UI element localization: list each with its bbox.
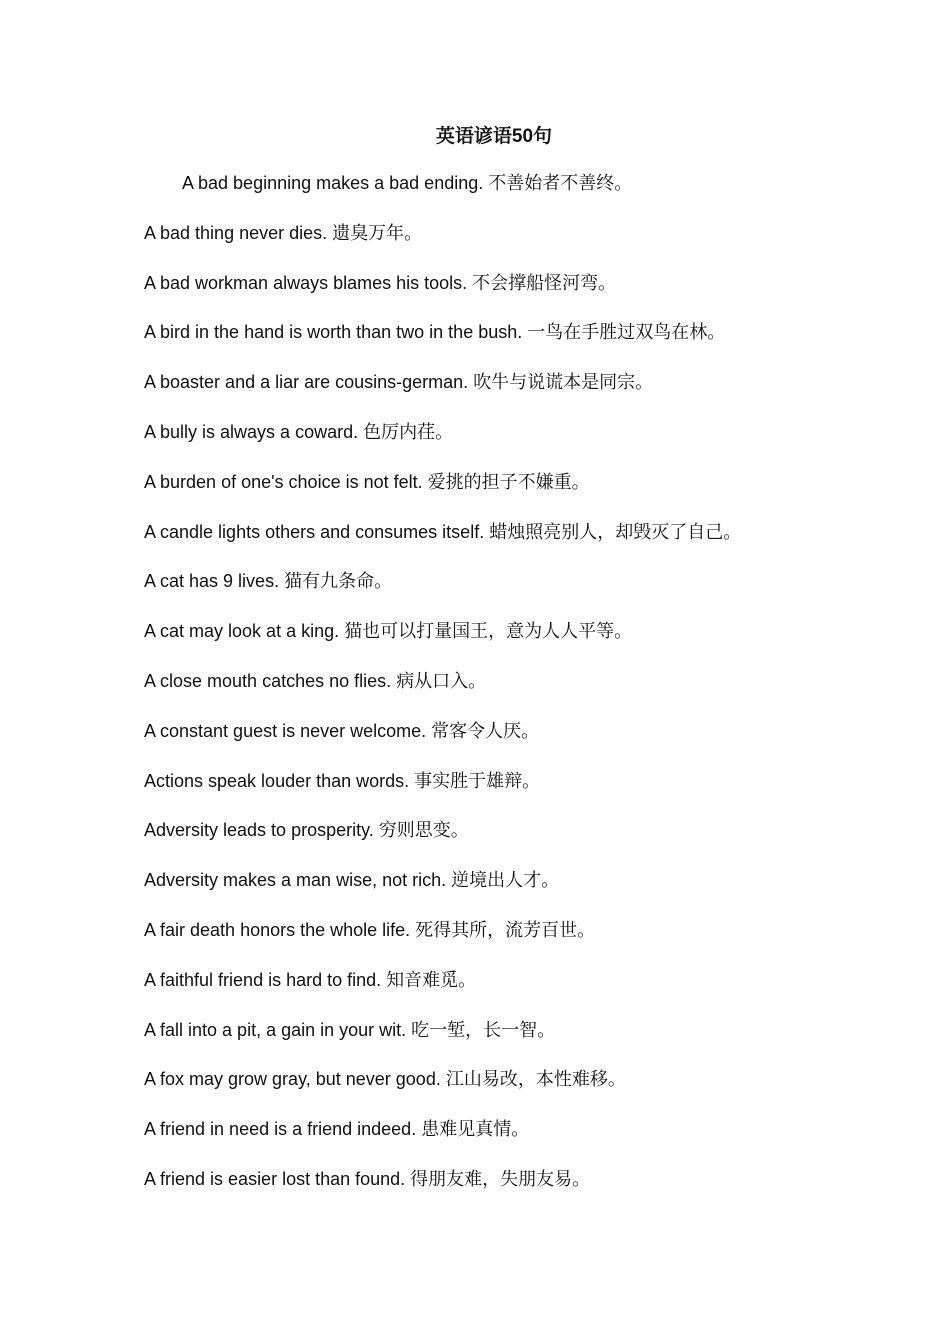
proverb-item: [144, 967, 924, 1017]
proverb-item: [144, 867, 924, 917]
proverb-chinese: 猫有九条命。: [284, 571, 393, 593]
proverb-chinese: 爱挑的担子不嫌重。: [427, 471, 590, 493]
proverb-chinese: 猫也可以打量国王，意为人人平等。: [344, 621, 633, 643]
proverb-english: A cat may look at a king.: [144, 621, 340, 642]
proverb-english: Adversity makes a man wise, not rich.: [144, 870, 447, 891]
proverb-english: A faithful friend is hard to find.: [144, 969, 382, 990]
proverb-english: A burden of one's choice is not felt.: [144, 471, 423, 492]
proverb-english: A close mouth catches no flies.: [144, 670, 392, 691]
proverb-english: A boaster and a liar are cousins-german.: [144, 372, 469, 393]
proverb-chinese: 逆境出人才。: [451, 870, 560, 892]
proverb-chinese: 不善始者不善终。: [488, 173, 633, 194]
proverb-chinese: 死得其所，流芳百世。: [415, 919, 596, 941]
proverb-item: [144, 1166, 924, 1216]
proverb-chinese: 蜡烛照亮别人，却毁灭了自己。: [489, 521, 742, 543]
proverb-chinese: 遗臭万年。: [332, 222, 423, 244]
proverb-item: [144, 817, 924, 867]
proverb-item: [144, 469, 924, 519]
proverb-item: [144, 220, 924, 270]
document-title: 英语谚语50句: [435, 126, 553, 147]
proverb-english: A bad workman always blames his tools.: [144, 272, 468, 293]
proverb-item: [144, 768, 924, 818]
proverb-item: [144, 1017, 924, 1067]
proverb-chinese: 常客令人厌。: [431, 720, 540, 742]
proverb-chinese: 患难见真情。: [421, 1119, 530, 1141]
proverb-chinese: 得朋友难，失朋友易。: [410, 1168, 591, 1190]
proverb-chinese: 事实胜于雄辩。: [414, 770, 541, 792]
proverb-english: A fair death honors the whole life.: [144, 919, 411, 940]
proverb-english: A fox may grow gray, but never good.: [144, 1069, 441, 1090]
proverb-item: [144, 718, 924, 768]
proverb-english: A friend is easier lost than found.: [144, 1168, 406, 1189]
proverb-english: A bully is always a coward.: [144, 421, 359, 442]
proverb-item: [144, 170, 924, 220]
proverb-item: [144, 1116, 924, 1166]
proverb-list: [144, 170, 924, 1216]
proverb-item: [144, 519, 924, 569]
proverb-chinese: 知音难觅。: [386, 969, 477, 991]
proverb-chinese: 一鸟在手胜过双鸟在林。: [527, 322, 726, 344]
proverb-english: A bird in the hand is worth than two in the bush.: [144, 322, 523, 343]
proverb-item: [144, 618, 924, 668]
proverb-item: [144, 1066, 924, 1116]
proverb-english: A candle lights others and consumes itself.: [144, 521, 485, 542]
proverb-item: [144, 568, 924, 618]
proverb-chinese: 不会撑船怪河弯。: [472, 272, 617, 294]
proverb-item: [144, 419, 924, 469]
proverb-chinese: 吹牛与说谎本是同宗。: [473, 372, 654, 394]
proverb-english: A cat has 9 lives.: [144, 571, 280, 592]
proverb-chinese: 江山易改，本性难移。: [445, 1069, 626, 1091]
proverb-english: Actions speak louder than words.: [144, 770, 410, 791]
proverb-item: [144, 668, 924, 718]
proverb-chinese: 病从口入。: [396, 670, 487, 692]
proverb-english: Adversity leads to prosperity.: [144, 820, 374, 841]
proverb-english: A bad beginning makes a bad ending.: [182, 173, 484, 193]
proverb-chinese: 吃一堑，长一智。: [411, 1019, 556, 1041]
proverb-item: [144, 369, 924, 419]
proverb-item: [144, 917, 924, 967]
proverb-english: A friend in need is a friend indeed.: [144, 1119, 417, 1140]
proverb-english: A constant guest is never welcome.: [144, 720, 427, 741]
proverb-item: [144, 319, 924, 369]
proverb-english: A bad thing never dies.: [144, 222, 328, 243]
proverb-item: [144, 270, 924, 320]
proverb-english: A fall into a pit, a gain in your wit.: [144, 1019, 407, 1040]
proverb-chinese: 色厉内荏。: [363, 421, 454, 443]
proverb-chinese: 穷则思变。: [378, 820, 469, 842]
